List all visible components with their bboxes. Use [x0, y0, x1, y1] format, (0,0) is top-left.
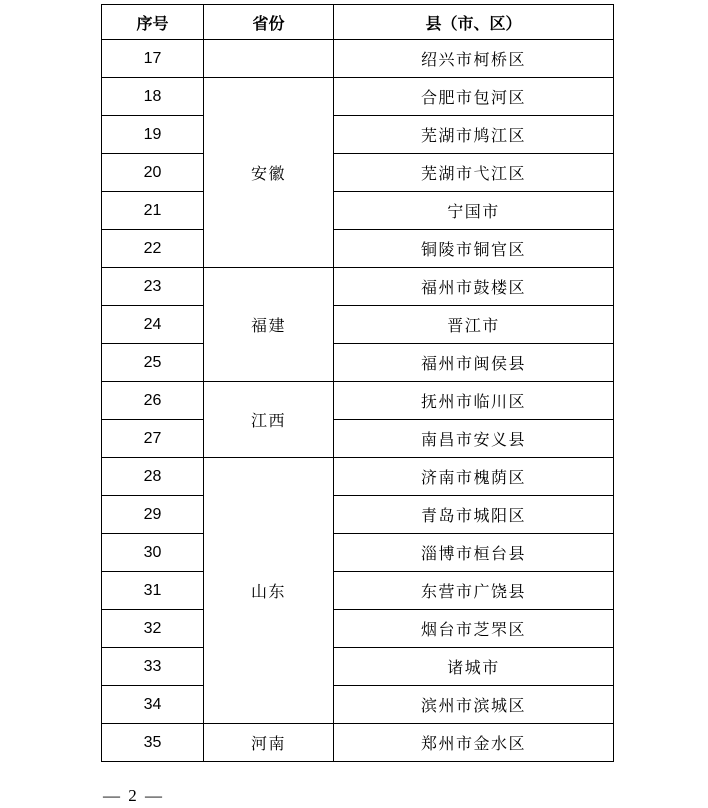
row-index: 34 [102, 686, 204, 724]
table-row [102, 382, 614, 420]
row-county: 南昌市安义县 [334, 420, 614, 458]
table-row [102, 78, 614, 116]
row-county: 烟台市芝罘区 [334, 610, 614, 648]
row-index: 18 [102, 78, 204, 116]
header-county: 县（市、区） [334, 5, 614, 40]
table-row [102, 230, 614, 268]
table-row [102, 724, 614, 762]
row-county: 东营市广饶县 [334, 572, 614, 610]
row-province: 江西 [204, 382, 334, 458]
row-county: 抚州市临川区 [334, 382, 614, 420]
table-row [102, 572, 614, 610]
row-index: 23 [102, 268, 204, 306]
table-row [102, 192, 614, 230]
table-row [102, 116, 614, 154]
row-index: 32 [102, 610, 204, 648]
table-row [102, 154, 614, 192]
row-county: 芜湖市弋江区 [334, 154, 614, 192]
header-province: 省份 [204, 5, 334, 40]
row-index: 22 [102, 230, 204, 268]
table-row [102, 420, 614, 458]
header-index: 序号 [102, 5, 204, 40]
row-province: 山东 [204, 458, 334, 724]
row-province: 河南 [204, 724, 334, 762]
table-row [102, 40, 614, 78]
row-index: 33 [102, 648, 204, 686]
row-index: 30 [102, 534, 204, 572]
county-table [101, 4, 614, 762]
table-row [102, 610, 614, 648]
row-index: 31 [102, 572, 204, 610]
row-province: 福建 [204, 268, 334, 382]
table-row [102, 268, 614, 306]
row-province [204, 40, 334, 78]
row-index: 17 [102, 40, 204, 78]
row-county: 济南市槐荫区 [334, 458, 614, 496]
row-index: 21 [102, 192, 204, 230]
row-county: 晋江市 [334, 306, 614, 344]
page-number: — 2 — [103, 786, 164, 805]
row-county: 福州市鼓楼区 [334, 268, 614, 306]
header-row [102, 5, 614, 40]
row-county: 绍兴市柯桥区 [334, 40, 614, 78]
row-county: 诸城市 [334, 648, 614, 686]
table-row [102, 306, 614, 344]
table-row [102, 534, 614, 572]
row-index: 35 [102, 724, 204, 762]
table-row [102, 648, 614, 686]
row-county: 滨州市滨城区 [334, 686, 614, 724]
row-county: 福州市闽侯县 [334, 344, 614, 382]
row-county: 合肥市包河区 [334, 78, 614, 116]
row-index: 24 [102, 306, 204, 344]
row-index: 19 [102, 116, 204, 154]
row-index: 25 [102, 344, 204, 382]
table-row [102, 344, 614, 382]
row-county: 宁国市 [334, 192, 614, 230]
row-county: 芜湖市鸠江区 [334, 116, 614, 154]
row-index: 29 [102, 496, 204, 534]
row-province: 安徽 [204, 78, 334, 268]
row-index: 20 [102, 154, 204, 192]
table-row [102, 496, 614, 534]
row-county: 郑州市金水区 [334, 724, 614, 762]
row-county: 铜陵市铜官区 [334, 230, 614, 268]
table-row [102, 686, 614, 724]
row-index: 28 [102, 458, 204, 496]
table-row [102, 458, 614, 496]
row-county: 青岛市城阳区 [334, 496, 614, 534]
row-index: 26 [102, 382, 204, 420]
row-county: 淄博市桓台县 [334, 534, 614, 572]
row-index: 27 [102, 420, 204, 458]
